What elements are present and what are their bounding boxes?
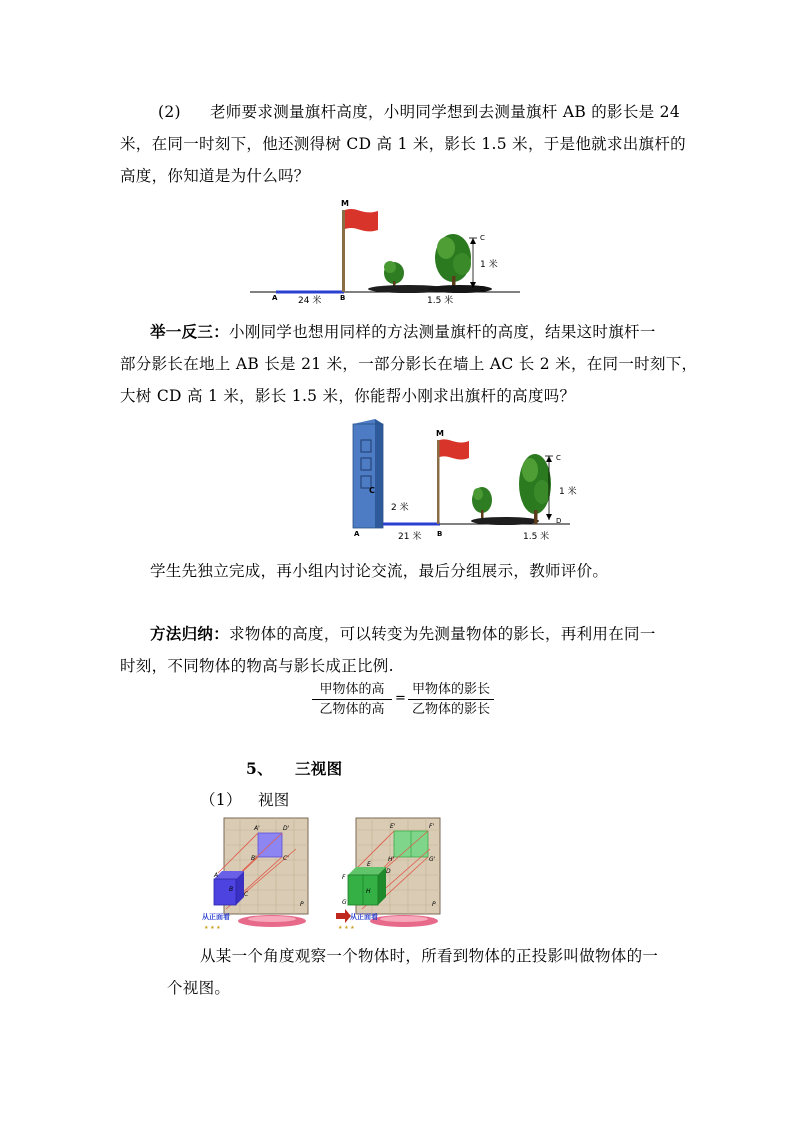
- label-a-2: A: [354, 530, 360, 538]
- label-e-prime: E': [390, 823, 396, 830]
- q2-line-2: 米，在同一时刻下，他还测得树 CD 高 1 米，影长 1.5 米，于是他就求出旗杆的: [120, 135, 686, 153]
- label-c-cube: C: [244, 891, 249, 898]
- label-d-prime: D': [283, 825, 290, 832]
- label-c-prime: C': [283, 855, 289, 862]
- shadow-length-label-2: 1.5 米: [523, 532, 550, 542]
- method-title: 方法归纳：: [150, 624, 230, 643]
- front-view-figure-cube: [200, 815, 318, 933]
- fraction-shadow: 甲物体的影长 乙物体的影长: [408, 681, 494, 718]
- height-label-2: 1 米: [559, 487, 577, 497]
- definition-line-2: 个视图。: [167, 979, 231, 997]
- flagpole-figure-1: [250, 196, 530, 306]
- q2-line-3: 高度，你知道是为什么吗？: [120, 167, 310, 185]
- label-m-2: M: [436, 429, 444, 438]
- q3-line-1: 举一反三：小刚同学也想用同样的方法测量旗杆的高度，结果这时旗杆一: [150, 322, 656, 341]
- method-line-1: 方法归纳：求物体的高度，可以转变为先测量物体的影长，再利用在同一: [150, 624, 656, 643]
- label-e: E: [367, 861, 371, 868]
- label-a-cube: A: [214, 872, 219, 879]
- flagpole-figure-2: [345, 418, 580, 546]
- label-a: A: [272, 294, 278, 302]
- arrow-icon: [336, 909, 351, 923]
- fraction-height: 甲物体的高 乙物体的高: [312, 681, 392, 718]
- label-f: F: [342, 874, 346, 881]
- label-p: P: [300, 901, 304, 908]
- equals-sign: =: [395, 691, 406, 706]
- label-d: D: [480, 285, 486, 293]
- height-label: 1 米: [480, 260, 498, 270]
- q2-number: (2): [158, 103, 181, 121]
- section-5-number: 5、: [246, 759, 273, 778]
- ab-length-label: 24 米: [298, 296, 322, 306]
- label-d-box: D: [386, 868, 391, 875]
- q3-line-3: 大树 CD 高 1 米，影长 1.5 米，你能帮小刚求出旗杆的高度吗？: [120, 387, 576, 405]
- label-b-2: B: [437, 530, 443, 538]
- ab-length-label-2: 21 米: [398, 532, 422, 542]
- label-c: C: [480, 234, 485, 242]
- q3-title: 举一反三：: [150, 322, 230, 341]
- definition-line-1: 从某一个角度观察一个物体时，所看到物体的正投影叫做物体的一: [200, 947, 659, 965]
- label-b-cube: B: [229, 886, 234, 893]
- label-h: H: [366, 888, 371, 895]
- caption-front-view-left: 从正面看: [202, 913, 230, 921]
- label-d-2: D: [556, 517, 562, 525]
- label-h-prime: H': [388, 856, 395, 863]
- front-view-figure-box: [332, 815, 450, 933]
- label-f-prime: F': [429, 823, 435, 830]
- label-g-prime: G': [429, 856, 436, 863]
- subsection-1-title: 视图: [258, 791, 290, 809]
- method-line-2: 时刻，不同物体的物高与影长成正比例.: [120, 657, 394, 675]
- q3-line-2: 部分影长在地上 AB 长是 21 米，一部分影长在墙上 AC 长 2 米，在同一时刻下，: [120, 355, 698, 373]
- label-p-2: P: [432, 901, 436, 908]
- label-a-prime: A': [254, 825, 260, 832]
- caption-front-view-right: 从正面看: [350, 913, 378, 921]
- label-c-wall: C: [369, 486, 375, 495]
- shadow-length-label: 1.5 米: [427, 296, 454, 306]
- subsection-1-number: （1）: [200, 791, 242, 809]
- svg-text:★ ★ ★: ★ ★ ★: [338, 925, 355, 931]
- wall-length-label: 2 米: [391, 503, 409, 513]
- svg-text:★ ★ ★: ★ ★ ★: [204, 925, 221, 931]
- label-m: M: [341, 199, 349, 208]
- proportion-formula: [312, 681, 502, 721]
- label-b: B: [340, 294, 346, 302]
- label-g: G: [342, 899, 347, 906]
- label-c-tree: C: [556, 454, 561, 462]
- activity-text: 学生先独立完成，再小组内讨论交流，最后分组展示，教师评价。: [150, 562, 609, 580]
- label-b-prime: B': [251, 855, 257, 862]
- section-5-title: 三视图: [295, 759, 343, 778]
- q2-line-1: 老师要求测量旗杆高度，小明同学想到去测量旗杆 AB 的影长是 24: [210, 103, 680, 121]
